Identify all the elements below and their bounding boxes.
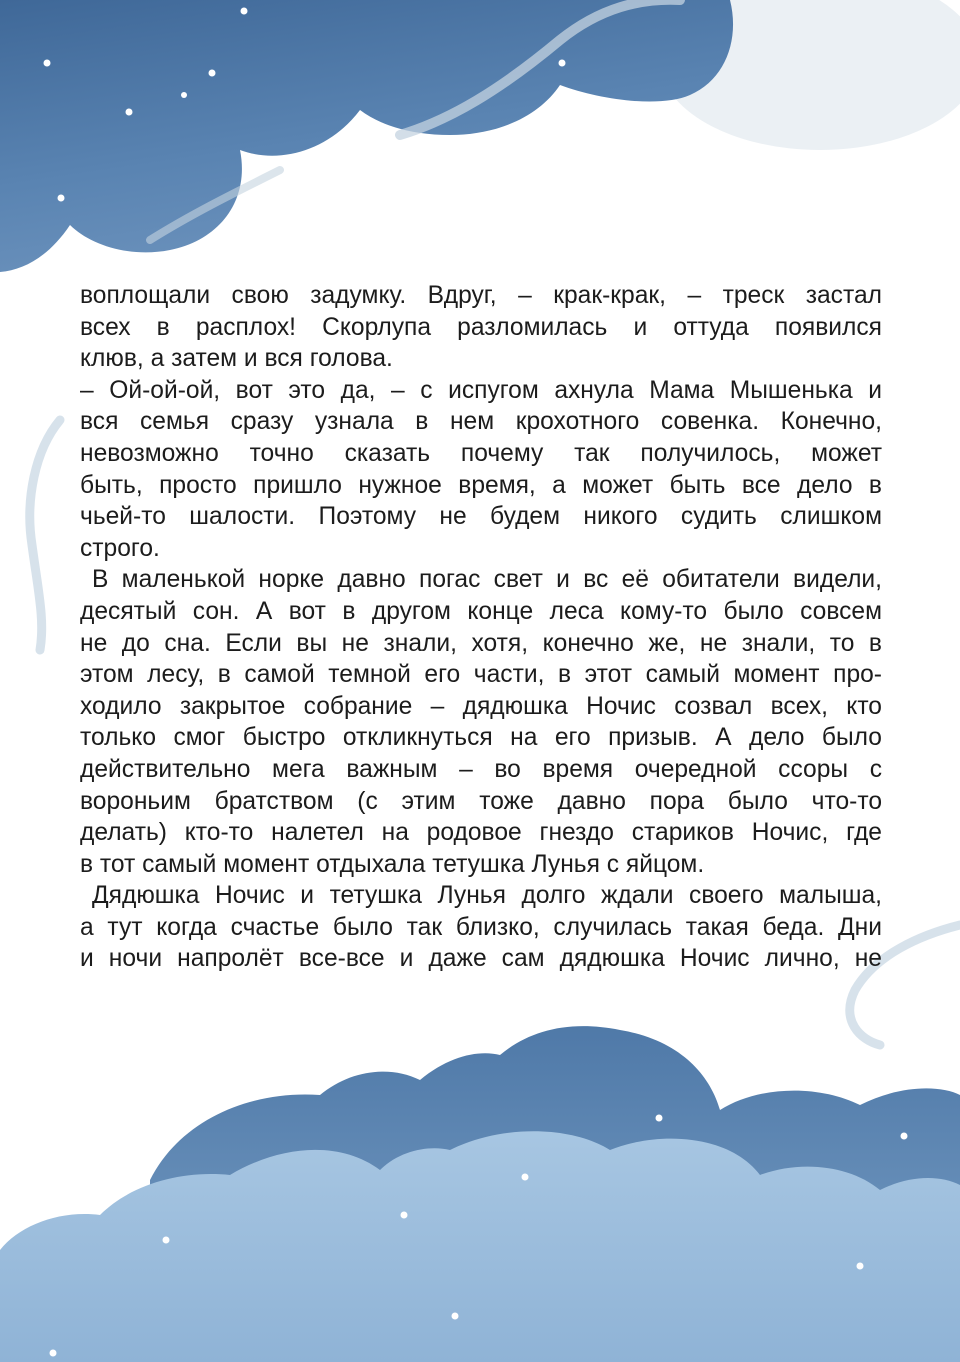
text-line: этом лесу, в самой темной его части, в этот самый момент про- <box>80 661 882 689</box>
star <box>241 8 248 15</box>
paragraph-1 <box>80 280 882 375</box>
text-line: только смог быстро откликнуться на его призыв. А дело было <box>80 724 882 752</box>
text-line: невозможно точно сказать почему так получилось, может <box>80 439 882 467</box>
star <box>209 70 216 77</box>
star <box>181 92 187 98</box>
text-line: Дядюшка Ночис и тетушка Лунья долго ждали своего малыша, <box>92 882 882 910</box>
text-line: десятый сон. А вот в другом конце леса кому-то было совсем <box>80 597 882 625</box>
star <box>58 195 65 202</box>
text-line: клюв, а затем и вся голова. <box>80 345 393 373</box>
text-line: не до сна. Если вы не знали, хотя, конечно же, не знали, то в <box>80 629 882 657</box>
paragraph-3 <box>80 564 882 880</box>
top-cloud <box>0 0 733 272</box>
text-line: ходило закрытое собрание – дядюшка Ночис созвал всех, кто <box>80 692 882 720</box>
wisp-left <box>30 420 60 650</box>
text-line: чьей-то шалости. Поэтому не будем никого судить слишком <box>80 503 882 531</box>
star <box>452 1313 459 1320</box>
text-line: – Ой-ой-ой, вот это да, – с испугом ахнула Мама Мышенька и <box>80 376 882 404</box>
text-line: и ночи напролёт все-все и даже сам дядюшка Ночис лично, не <box>80 945 882 973</box>
paragraph-2 <box>80 375 882 565</box>
text-line: всех в расплох! Скорлупа разломилась и оттуда появился <box>80 313 882 341</box>
paragraph-4 <box>80 880 882 975</box>
star <box>901 1133 908 1140</box>
star <box>44 60 51 67</box>
star <box>857 1263 864 1270</box>
star <box>656 1115 663 1122</box>
text-line: в тот самый момент отдыхала тетушка Лунья с яйцом. <box>80 850 705 878</box>
story-text <box>80 280 882 975</box>
star <box>522 1174 529 1181</box>
text-line: В маленькой норке давно погас свет и вс её обитатели видели, <box>92 566 882 594</box>
text-line: воплощали свою задумку. Вдруг, – крак-крак, – треск застал <box>80 282 882 309</box>
text-line: строго. <box>80 534 160 562</box>
text-line: вороньим братством (с этим тоже давно пора было что-то <box>80 787 882 815</box>
text-line: быть, просто пришло нужное время, а может быть все дело в <box>80 471 882 499</box>
star <box>50 1350 57 1357</box>
text-line: а тут когда счастье было так близко, случилась такая беда. Дни <box>80 913 882 941</box>
star <box>559 60 566 67</box>
star <box>401 1212 408 1219</box>
star <box>163 1237 170 1244</box>
text-line: делать) кто-то налетел на родовое гнездо стариков Ночис, где <box>80 819 882 847</box>
text-line: вся семья сразу узнала в нем крохотного совенка. Конечно, <box>80 408 882 436</box>
text-line: действительно мега важным – во время очередной ссоры с <box>80 755 882 783</box>
star <box>126 109 133 116</box>
